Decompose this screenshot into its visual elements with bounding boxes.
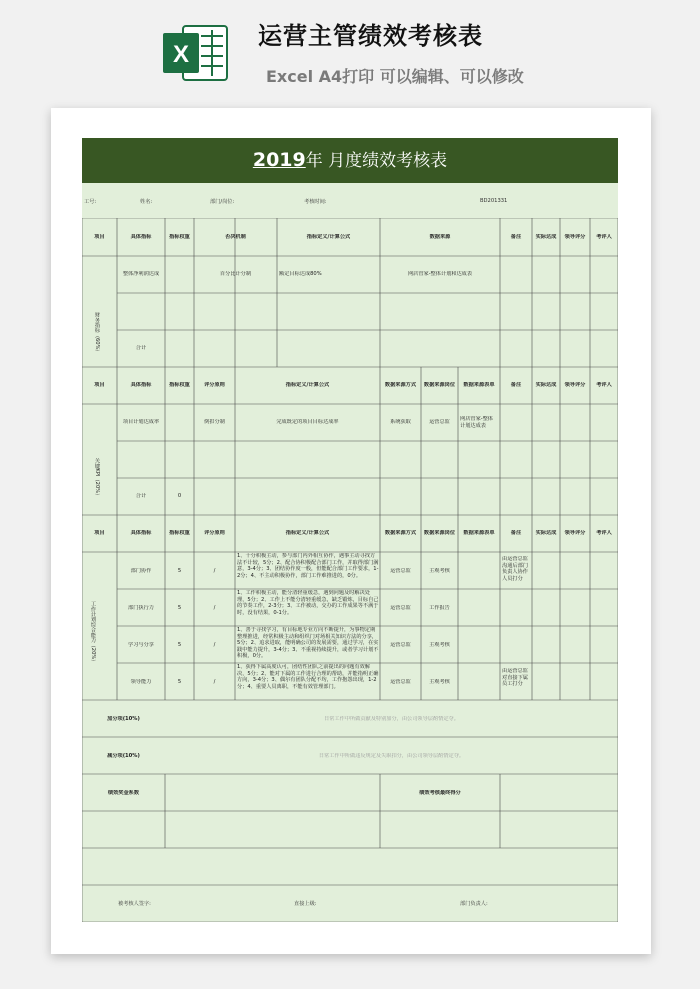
header-cell: 项目 bbox=[94, 530, 105, 536]
header-cell: 领导评分 bbox=[564, 382, 586, 388]
header-cell: 考评人 bbox=[596, 234, 612, 240]
row-note: 由运营总监沟通后部门负责人协作人员打分 bbox=[502, 556, 528, 582]
data-source-post: 运营总监 bbox=[429, 419, 450, 425]
header-cell: 考评人 bbox=[596, 530, 612, 536]
data-source-method: 运营总监 bbox=[390, 642, 411, 648]
info-name: 姓名: bbox=[140, 199, 153, 205]
banner-title: 年 月度绩效考核表 bbox=[305, 151, 448, 171]
metric-definition: 完成既定的项目目标达成率 bbox=[276, 419, 339, 425]
section-label-financial: 财务指标（60%） bbox=[94, 311, 100, 355]
metric-definition: 额定目标达成80% bbox=[279, 271, 322, 277]
header-cell: 指标权重 bbox=[169, 530, 190, 536]
header-cell: 领导评分 bbox=[564, 234, 586, 240]
bonus-text: 日常工作中所做贡献及特别加分，由公司领导层酌情定夺。 bbox=[324, 716, 459, 722]
excel-logo-icon bbox=[161, 22, 231, 84]
total-label: 合计 bbox=[135, 345, 147, 351]
header-cell: 考评人 bbox=[596, 382, 612, 388]
evaluation-sheet bbox=[82, 138, 618, 922]
metric-weight: 5 bbox=[177, 605, 182, 611]
metric-name: 项目计划达成率 bbox=[122, 419, 160, 425]
header-cell: 指标定义/计算公式 bbox=[285, 530, 330, 536]
metric-name: 学习与分享 bbox=[128, 642, 154, 648]
metric-name: 部门协作 bbox=[130, 568, 152, 574]
metric-weight: 5 bbox=[177, 642, 182, 648]
banner-year: 2019 bbox=[252, 149, 306, 171]
data-source-post: 工作报告 bbox=[429, 605, 450, 611]
header-cell: 数据来源 bbox=[429, 234, 451, 240]
metric-definition: 1、工作积极主动，能分清轻重缓急，遇到问题及时解决处理，5分；2、工作上不能分清轻重缓急，缺乏锻炼，目标自己的节奏工作，2-3分；3、工作被动，交办的工作成果等不满于时，没有结果，0-1分。 bbox=[237, 590, 379, 616]
data-source-post: 主观考核 bbox=[429, 568, 450, 574]
info-code: BD201331 bbox=[480, 198, 508, 204]
sheet-banner bbox=[82, 138, 618, 183]
data-source-method: 系统获取 bbox=[390, 419, 411, 425]
info-employee-id: 工号: bbox=[84, 199, 97, 205]
metric-weight: 5 bbox=[177, 568, 182, 574]
bonus-coefficient-label: 绩效奖金系数 bbox=[107, 790, 140, 796]
section-label-kpi: 关键KPI（20%） bbox=[94, 457, 100, 499]
examinee-signature: 被考核人签字: bbox=[118, 901, 151, 907]
header-cell: 数据来源方式 bbox=[384, 530, 417, 536]
data-source-method: 运营总监 bbox=[390, 679, 411, 685]
header-cell: 实际达成 bbox=[535, 234, 557, 240]
metric-weight: 5 bbox=[177, 679, 182, 685]
metric-name: 领导能力 bbox=[130, 679, 152, 685]
superior-signature: 直接上级: bbox=[294, 901, 317, 907]
header-cell: 指标定义/计算公式 bbox=[285, 382, 330, 388]
data-source-method: 运营总监 bbox=[390, 568, 411, 574]
header-cell: 指标权重 bbox=[169, 382, 190, 388]
metric-name: 部门执行力 bbox=[128, 605, 154, 611]
scoring-rule: / bbox=[213, 679, 216, 685]
section-label-ability: 工作计划综合能力（20%） bbox=[90, 601, 96, 665]
total-value: 0 bbox=[177, 493, 182, 499]
header-cell: 指标定义/计算公式 bbox=[306, 234, 351, 240]
header-cell: 备注 bbox=[510, 382, 522, 388]
header-cell: 数据来源方式 bbox=[384, 382, 417, 388]
header-cell: 数据来源岗位 bbox=[423, 382, 456, 388]
header-cell: 具体指标 bbox=[130, 234, 152, 240]
document-subtitle: Excel A4打印 可以编辑、可以修改 bbox=[266, 67, 524, 86]
header-cell: 评分原则 bbox=[204, 382, 225, 388]
scoring-rule: / bbox=[213, 605, 216, 611]
total-label: 合计 bbox=[135, 493, 147, 499]
row-note: 由运营总监对直接下属员工打分 bbox=[502, 668, 528, 687]
metric-name: 整体净利润达成 bbox=[122, 271, 160, 277]
header-cell: 数据来源岗位 bbox=[423, 530, 456, 536]
veto-mechanism: 百分比计分制 bbox=[219, 271, 252, 277]
header-cell: 项目 bbox=[94, 382, 105, 388]
metric-definition: 1、善于寻找学习，有目标地专业方向不断提升，为事物定期整理推进，经常积极主动和组织门对场相关知识方法的分享，5分；2、追求进取，能明确公司的发展需要，通过学习，在实践中能力提升，3-4分；3、不重视持续提升，或者学习计划不积极，0分。 bbox=[237, 627, 379, 659]
metric-definition: 1、十分积极主动，参与部门内外相互协作，遇事主动寻找方法不计较，5分；2、配合协积极配合部门工作，并取得部门满意，3-4分；3、团结协作度一般，但能配合部门工作要求，1-2分；4、不主动积极协作，部门工作难推进的，0分。 bbox=[237, 553, 379, 579]
bonus-label: 加分项(10%) bbox=[107, 716, 140, 722]
data-source-form: 网店管家-整体计划达成表 bbox=[460, 416, 493, 429]
header-cell: 数据来源表单 bbox=[463, 530, 495, 536]
header-cell: 备注 bbox=[510, 234, 522, 240]
header-cell: 实际达成 bbox=[535, 530, 557, 536]
info-department: 部门/岗位: bbox=[210, 199, 235, 205]
header-cell: 备注 bbox=[510, 530, 522, 536]
scoring-rule: / bbox=[213, 642, 216, 648]
deduct-text: 日常工作中所做违反规定及失职扣分，由公司领导层酌情定夺。 bbox=[318, 753, 465, 759]
final-score-label: 绩效考核最终得分 bbox=[419, 790, 461, 796]
data-source-post: 主观考核 bbox=[429, 642, 450, 648]
document-title: 运营主管绩效考核表 bbox=[258, 22, 483, 50]
header-cell: 具体指标 bbox=[130, 382, 152, 388]
header-cell: 实际达成 bbox=[535, 382, 557, 388]
header-cell: 项目 bbox=[94, 234, 105, 240]
page-header bbox=[0, 0, 700, 100]
scoring-rule: / bbox=[213, 568, 216, 574]
scoring-rule: 倒扣分制 bbox=[204, 419, 225, 425]
excel-logo-letter: X bbox=[172, 41, 190, 68]
dept-head-signature: 部门负责人: bbox=[460, 901, 488, 907]
data-source: 网店管家-整体计划和达成表 bbox=[407, 271, 473, 277]
data-source-method: 运营总监 bbox=[390, 605, 411, 611]
data-source-post: 主观考核 bbox=[429, 679, 450, 685]
header-cell: 否决机制 bbox=[225, 234, 246, 240]
header-cell: 评分原则 bbox=[204, 530, 225, 536]
header-cell: 数据来源表单 bbox=[463, 382, 495, 388]
header-cell: 具体指标 bbox=[130, 530, 152, 536]
metric-definition: 1、获得下属高度认可，团结性团队之前提出的问题有效解决，5分；2、能对下属的工作进行合理的帮助，并能指明正确方向，3-4分；3、偶尔有团队分配不均，工作抱怨出现，1-2分；4、重要人员离职，不能有效管理部门。 bbox=[237, 664, 379, 690]
header-cell: 领导评分 bbox=[564, 530, 586, 536]
deduct-label: 减分项(10%) bbox=[107, 753, 140, 759]
info-period: 考核时间: bbox=[304, 199, 327, 205]
header-cell: 指标权重 bbox=[169, 234, 190, 240]
